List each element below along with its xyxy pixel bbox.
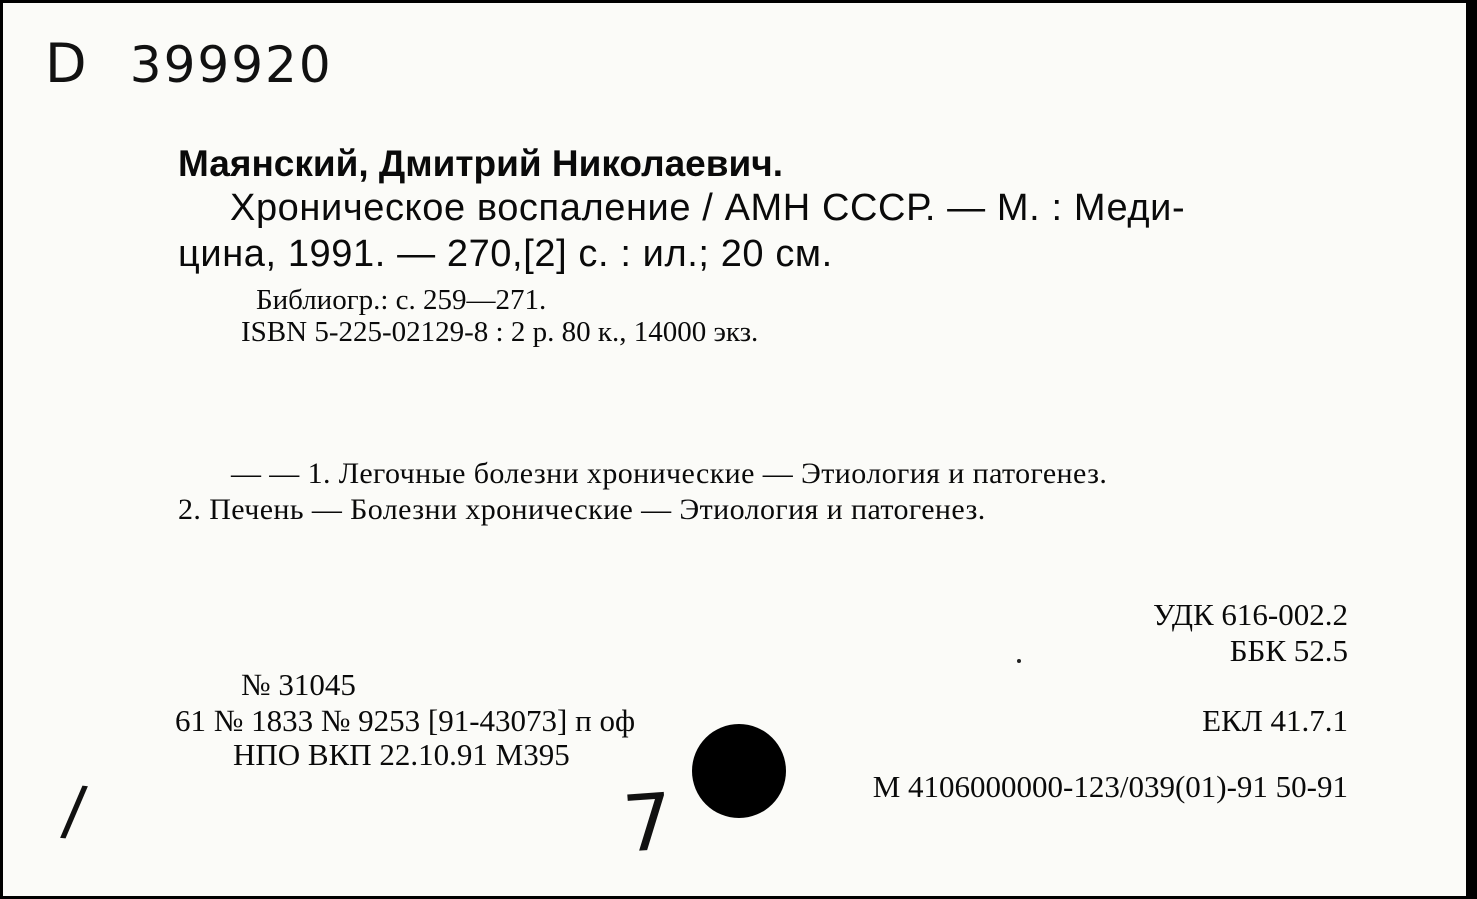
handwritten-slash: / xyxy=(59,771,90,850)
udk-code: УДК 616-002.2 xyxy=(1153,597,1348,632)
call-number-prefix: D xyxy=(45,32,89,95)
print-number: № 31045 xyxy=(241,667,356,702)
publisher-code: М 4106000000-123/039(01)-91 50-91 xyxy=(872,769,1348,804)
catalog-card xyxy=(3,3,1466,896)
punch-hole xyxy=(692,724,786,818)
title-line-1: Хроническое воспаление / АМН СССР. — М. : Меди- xyxy=(230,187,1186,229)
author-heading: Маянский, Дмитрий Николаевич. xyxy=(178,143,783,184)
bbk-code: ББК 52.5 xyxy=(1229,633,1348,668)
subject-line-2: 2. Печень — Болезни хронические — Этиология и патогенез. xyxy=(178,493,986,526)
dot-mark xyxy=(1017,659,1021,663)
print-publisher: НПО ВКП 22.10.91 М395 xyxy=(233,737,570,772)
call-number-value: 399920 xyxy=(129,36,333,94)
print-order: 61 № 1833 № 9253 [91-43073] п оф xyxy=(175,703,636,738)
ekl-code: ЕКЛ 41.7.1 xyxy=(1202,703,1348,738)
title-line-2: цина, 1991. — 270,[2] с. : ил.; 20 см. xyxy=(178,233,833,275)
handwritten-seven: 7 xyxy=(619,777,676,871)
isbn-note: ISBN 5-225-02129-8 : 2 р. 80 к., 14000 экз. xyxy=(241,316,759,348)
bibliography-note: Библиогр.: с. 259—271. xyxy=(256,284,547,316)
subject-line-1: — — 1. Легочные болезни хронические — Этиология и патогенез. xyxy=(231,457,1108,490)
call-number xyxy=(45,32,333,95)
